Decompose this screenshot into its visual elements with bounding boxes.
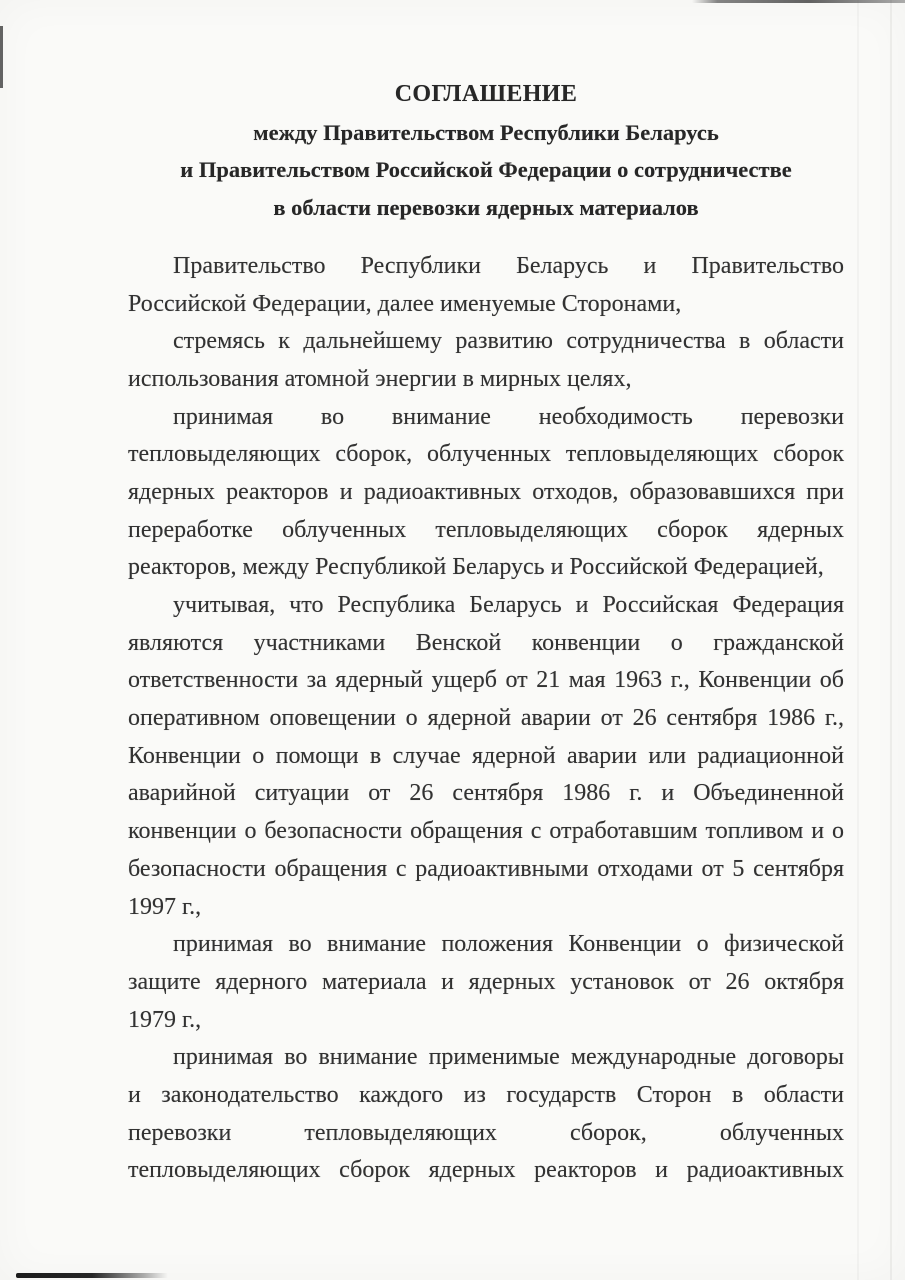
body-line: перевозки тепловыделяющих сборок, облученных — [128, 1119, 844, 1146]
body-line: переработке облученных тепловыделяющих сборок ядерных — [128, 516, 844, 543]
body-line: принимая во внимание применимые международные договоры — [173, 1044, 844, 1071]
body-line: ответственности за ядерный ущерб от 21 мая 1963 г., Конвенции об — [128, 667, 844, 694]
scan-artifact-bottom-edge — [16, 1273, 168, 1278]
body-line: 1979 г., — [128, 1006, 202, 1033]
title-line: между Правительством Республики Беларусь — [253, 119, 719, 145]
body-line: конвенции о безопасности обращения с отработавшим топливом и о — [128, 818, 844, 845]
title-line: в области перевозки ядерных материалов — [273, 195, 699, 221]
document-text-area — [128, 76, 844, 1190]
body-line: учитывая, что Республика Беларусь и Российская Федерация — [173, 592, 844, 618]
scan-artifact-top-edge — [692, 0, 905, 3]
body-line: принимая во внимание положения Конвенции о физической — [173, 931, 844, 958]
body-line: реакторов, между Республикой Беларусь и Российской Федерацией, — [128, 554, 824, 581]
body-line: оперативном оповещении о ядерной аварии от 26 сентября 1986 г., — [128, 705, 844, 732]
body-line: использования атомной энергии в мирных целях, — [128, 365, 632, 392]
body-line: стремясь к дальнейшему развитию сотрудничества в области — [173, 328, 844, 355]
body-line: являются участниками Венской конвенции о гражданской — [128, 629, 844, 656]
body-line: Конвенции о помощи в случае ядерной аварии или радиационной — [128, 742, 844, 769]
body-line: ядерных реакторов и радиоактивных отходов, образовавшихся при — [128, 478, 844, 505]
body-line: Российской Федерации, далее именуемые Сторонами, — [128, 290, 682, 317]
body-line: тепловыделяющих сборок, облученных тепловыделяющих сборок — [128, 441, 844, 468]
body-line: и законодательство каждого из государств Сторон в области — [128, 1081, 844, 1108]
scan-crease-line — [890, 0, 892, 1280]
body-line: безопасности обращения с радиоактивными отходами от 5 сентября — [128, 855, 844, 882]
body-line: тепловыделяющих сборок ядерных реакторов и радиоактивных — [128, 1157, 844, 1184]
title-line: и Правительством Российской Федерации о сотрудничестве — [180, 157, 792, 183]
body-line: Правительство Республики Беларусь и Правительство — [173, 252, 844, 279]
title-line: СОГЛАШЕНИЕ — [394, 81, 578, 107]
body-line: принимая во внимание необходимость перевозки — [173, 403, 844, 430]
body-line: защите ядерного материала и ядерных установок от 26 октября — [128, 968, 844, 995]
document-body — [128, 248, 844, 1190]
body-line: аварийной ситуации от 26 сентября 1986 г. и Объединенной — [128, 780, 844, 807]
scan-artifact-left-edge — [0, 26, 3, 88]
scan-crease-line — [857, 0, 859, 1280]
document-title — [128, 76, 844, 227]
body-line: 1997 г., — [128, 893, 202, 920]
